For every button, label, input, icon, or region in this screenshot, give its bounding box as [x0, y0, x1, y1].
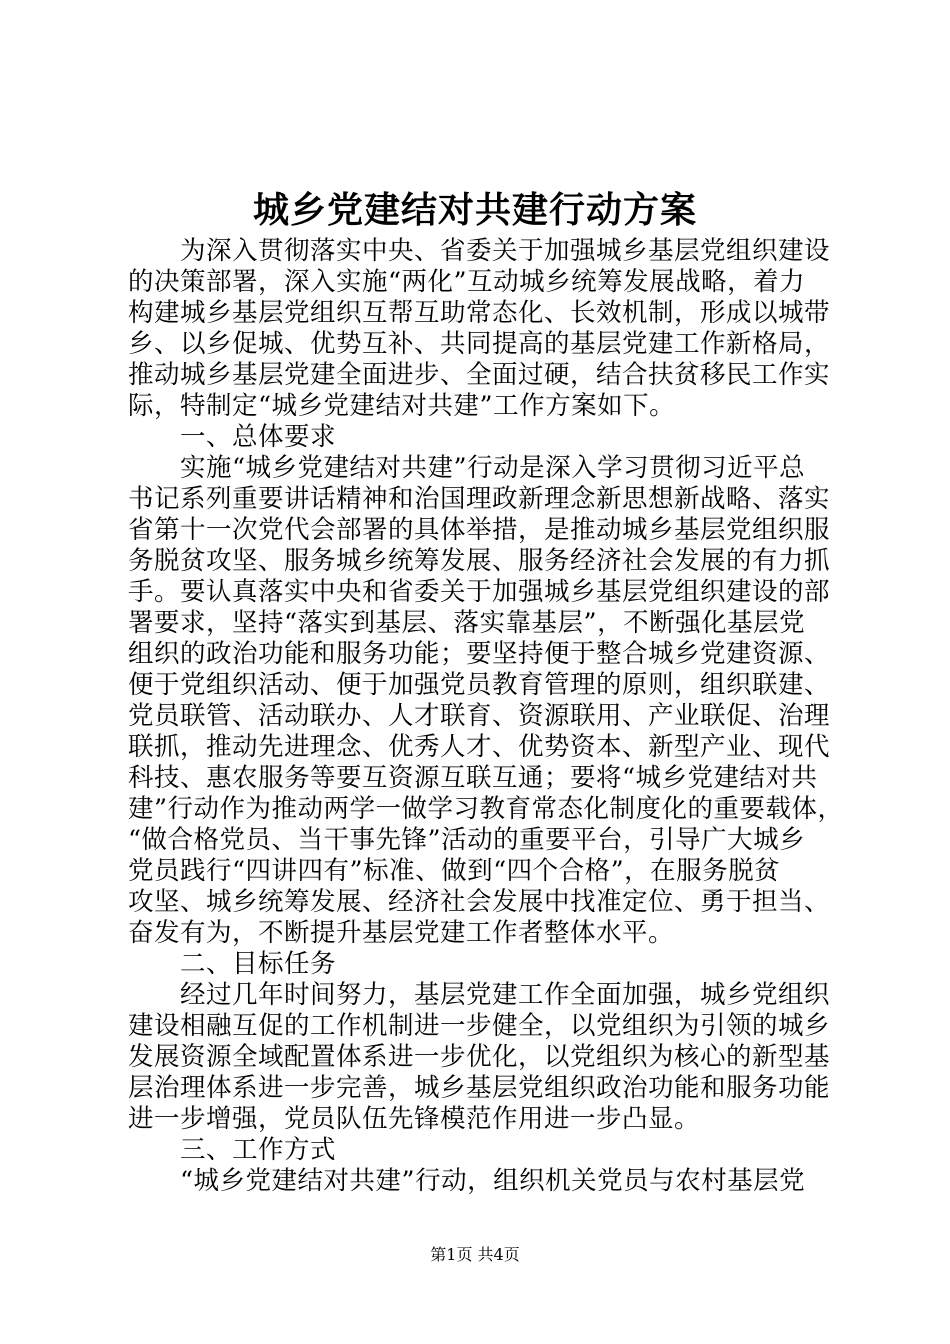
body-line: 的决策部署，深入实施“两化”互动城乡统筹发展战略，着力 — [128, 267, 806, 297]
section-heading: 二、目标任务 — [128, 949, 337, 979]
body-line: 构建城乡基层党组织互帮互助常态化、长效机制，形成以城带 — [128, 298, 831, 328]
document-body — [128, 236, 843, 1197]
body-line: “做合格党员、当干事先锋”活动的重要平台，引导广大城乡 — [128, 825, 806, 855]
page-number-footer: 第1页 共4页 — [430, 1245, 520, 1264]
body-line: 手。要认真落实中央和省委关于加强城乡基层党组织建设的部 — [128, 577, 831, 607]
body-line: 务脱贫攻坚、服务城乡统筹发展、服务经济社会发展的有力抓 — [128, 546, 831, 576]
body-line: 书记系列重要讲话精神和治国理政新理念新思想新战略、落实 — [128, 484, 831, 514]
body-line: 科技、惠农服务等要互资源互联互通；要将“城乡党建结对共 — [128, 763, 818, 793]
body-line: 经过几年时间努力，基层党建工作全面加强，城乡党组织 — [128, 980, 831, 1010]
body-line: 建设相融互促的工作机制进一步健全，以党组织为引领的城乡 — [128, 1011, 831, 1041]
body-line: 为深入贯彻落实中央、省委关于加强城乡基层党组织建设 — [128, 236, 831, 266]
body-line: 发展资源全域配置体系进一步优化，以党组织为核心的新型基 — [128, 1042, 831, 1072]
body-line: 联抓，推动先进理念、优秀人才、优势资本、新型产业、现代 — [128, 732, 831, 762]
section-heading: 一、总体要求 — [128, 422, 337, 452]
body-line: 际，特制定“城乡党建结对共建”工作方案如下。 — [128, 391, 676, 421]
body-line: 奋发有为，不断提升基层党建工作者整体水平。 — [128, 918, 675, 948]
body-line: 署要求，坚持“落实到基层、落实靠基层”，不断强化基层党 — [128, 608, 806, 638]
body-line: 便于党组织活动、便于加强党员教育管理的原则，组织联建、 — [128, 670, 831, 700]
body-line: 组织的政治功能和服务功能；要坚持便于整合城乡党建资源、 — [128, 639, 831, 669]
body-line: 实施“城乡党建结对共建”行动是深入学习贯彻习近平总 — [128, 453, 806, 483]
body-line: 层治理体系进一步完善，城乡基层党组织政治功能和服务功能 — [128, 1073, 831, 1103]
body-line: 省第十一次党代会部署的具体举措，是推动城乡基层党组织服 — [128, 515, 831, 545]
body-line: 推动城乡基层党建全面进步、全面过硬，结合扶贫移民工作实 — [128, 360, 831, 390]
body-line: 乡、以乡促城、优势互补、共同提高的基层党建工作新格局， — [128, 329, 831, 359]
body-line: 攻坚、城乡统筹发展、经济社会发展中找准定位、勇于担当、 — [128, 887, 831, 917]
document-title: 城乡党建结对共建行动方案 — [252, 189, 697, 231]
section-heading: 三、工作方式 — [128, 1135, 337, 1165]
body-line: 进一步增强，党员队伍先锋模范作用进一步凸显。 — [128, 1104, 701, 1134]
body-line: 党员践行“四讲四有”标准、做到“四个合格”，在服务脱贫 — [128, 856, 781, 886]
body-line: 建”行动作为推动两学一做学习教育常态化制度化的重要载体， — [128, 794, 844, 824]
body-line: 党员联管、活动联办、人才联育、资源联用、产业联促、治理 — [128, 701, 831, 731]
body-line: “城乡党建结对共建”行动，组织机关党员与农村基层党 — [128, 1166, 806, 1196]
